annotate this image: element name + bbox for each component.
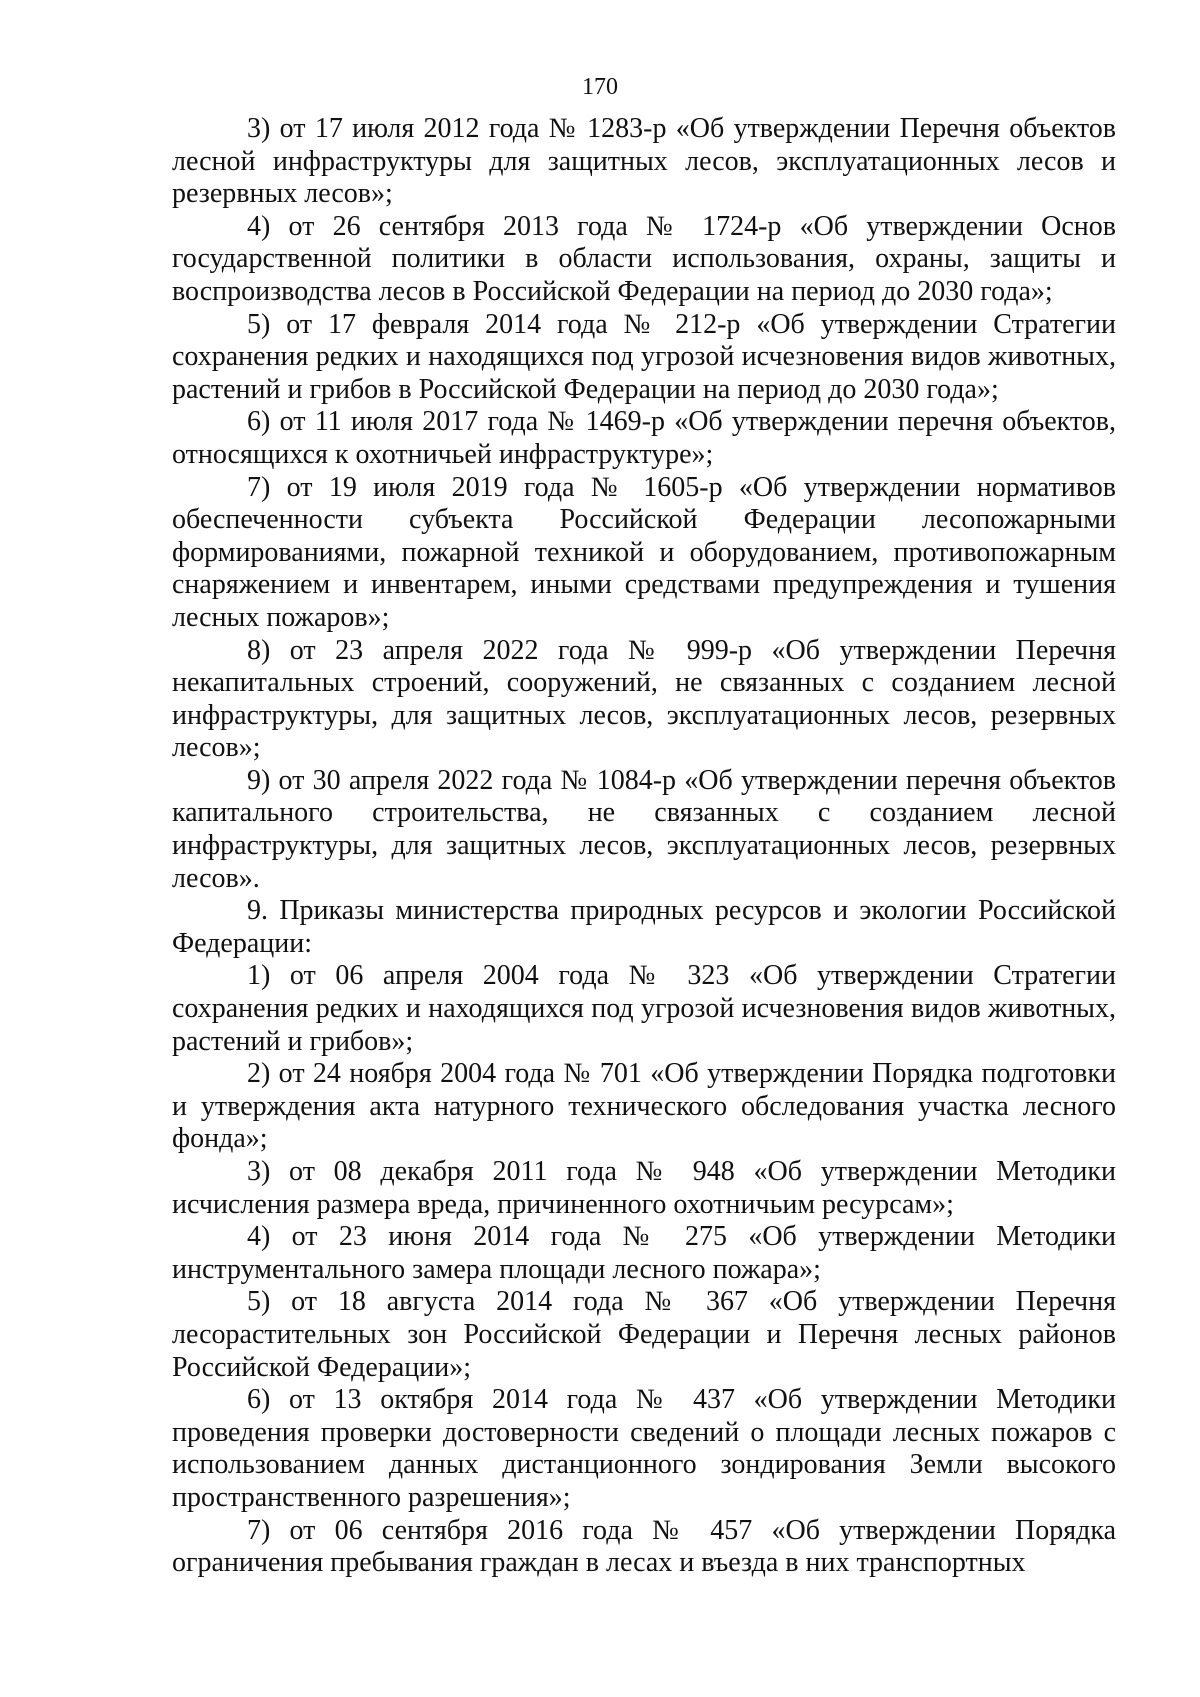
list-item: 7) от 06 сентября 2016 года № 457 «Об утверждении Порядка ограничения пребывания граждан в лесах и въезда в них транспортных — [172, 1514, 1116, 1579]
list-item: 3) от 08 декабря 2011 года № 948 «Об утверждении Методики исчисления размера вреда, причиненного охотничьим ресурсам»; — [172, 1156, 1116, 1220]
list-item: 5) от 17 февраля 2014 года № 212-р «Об утверждении Стратегии сохранения редких и находящихся под угрозой исчезновения видов животных, растений и грибов в Российской Федерации на период до 2030 года»; — [172, 308, 1116, 405]
page-number: 170 — [582, 74, 618, 100]
list-item: 1) от 06 апреля 2004 года № 323 «Об утверждении Стратегии сохранения редких и находящихся под угрозой исчезновения видов животных, растений и грибов»; — [172, 960, 1116, 1057]
list-item: 9) от 30 апреля 2022 года № 1084-р «Об утверждении перечня объектов капитального строительства, не связанных с созданием лесной инфраструктуры, для защитных лесов, эксплуатационных лесов, резервных лесов». — [172, 764, 1116, 894]
document-body — [172, 113, 1116, 1580]
list-item: 3) от 17 июля 2012 года № 1283-р «Об утверждении Перечня объектов лесной инфраструктуры для защитных лесов, эксплуатационных лесов и резервных лесов»; — [172, 113, 1116, 210]
list-item: 8) от 23 апреля 2022 года № 999-р «Об утверждении Перечня некапитальных строений, сооружений, не связанных с созданием лесной инфраструктуры, для защитных лесов, эксплуатационных лесов, резервных лесов»; — [172, 634, 1116, 764]
list-item: 5) от 18 августа 2014 года № 367 «Об утверждении Перечня лесорастительных зон Российской Федерации и Перечня лесных районов Российской Федерации»; — [172, 1286, 1116, 1383]
list-item: 4) от 23 июня 2014 года № 275 «Об утверждении Методики инструментального замера площади лесного пожара»; — [172, 1221, 1116, 1285]
list-item: 4) от 26 сентября 2013 года № 1724-р «Об утверждении Основ государственной политики в области использования, охраны, защиты и воспроизводства лесов в Российской Федерации на период до 2030 года»; — [172, 210, 1116, 307]
list-item: 6) от 13 октября 2014 года № 437 «Об утверждении Методики проведения проверки достоверности сведений о площади лесных пожаров с использованием данных дистанционного зондирования Земли высокого пространственного разрешения»; — [172, 1384, 1116, 1513]
list-item: 2) от 24 ноября 2004 года № 701 «Об утверждении Порядка подготовки и утверждения акта натурного технического обследования участка лесного фонда»; — [172, 1058, 1116, 1155]
list-item: 7) от 19 июля 2019 года № 1605-р «Об утверждении нормативов обеспеченности субъекта Российской Федерации лесопожарными формированиями, пожарной техникой и оборудованием, противопожарным снаряжением и инвентарем, иными средствами предупреждения и тушения лесных пожаров»; — [172, 471, 1116, 633]
section-heading: 9. Приказы министерства природных ресурсов и экологии Российской Федерации: — [172, 895, 1116, 959]
list-item: 6) от 11 июля 2017 года № 1469-р «Об утверждении перечня объектов, относящихся к охотничьей инфраструктуре»; — [172, 406, 1116, 470]
